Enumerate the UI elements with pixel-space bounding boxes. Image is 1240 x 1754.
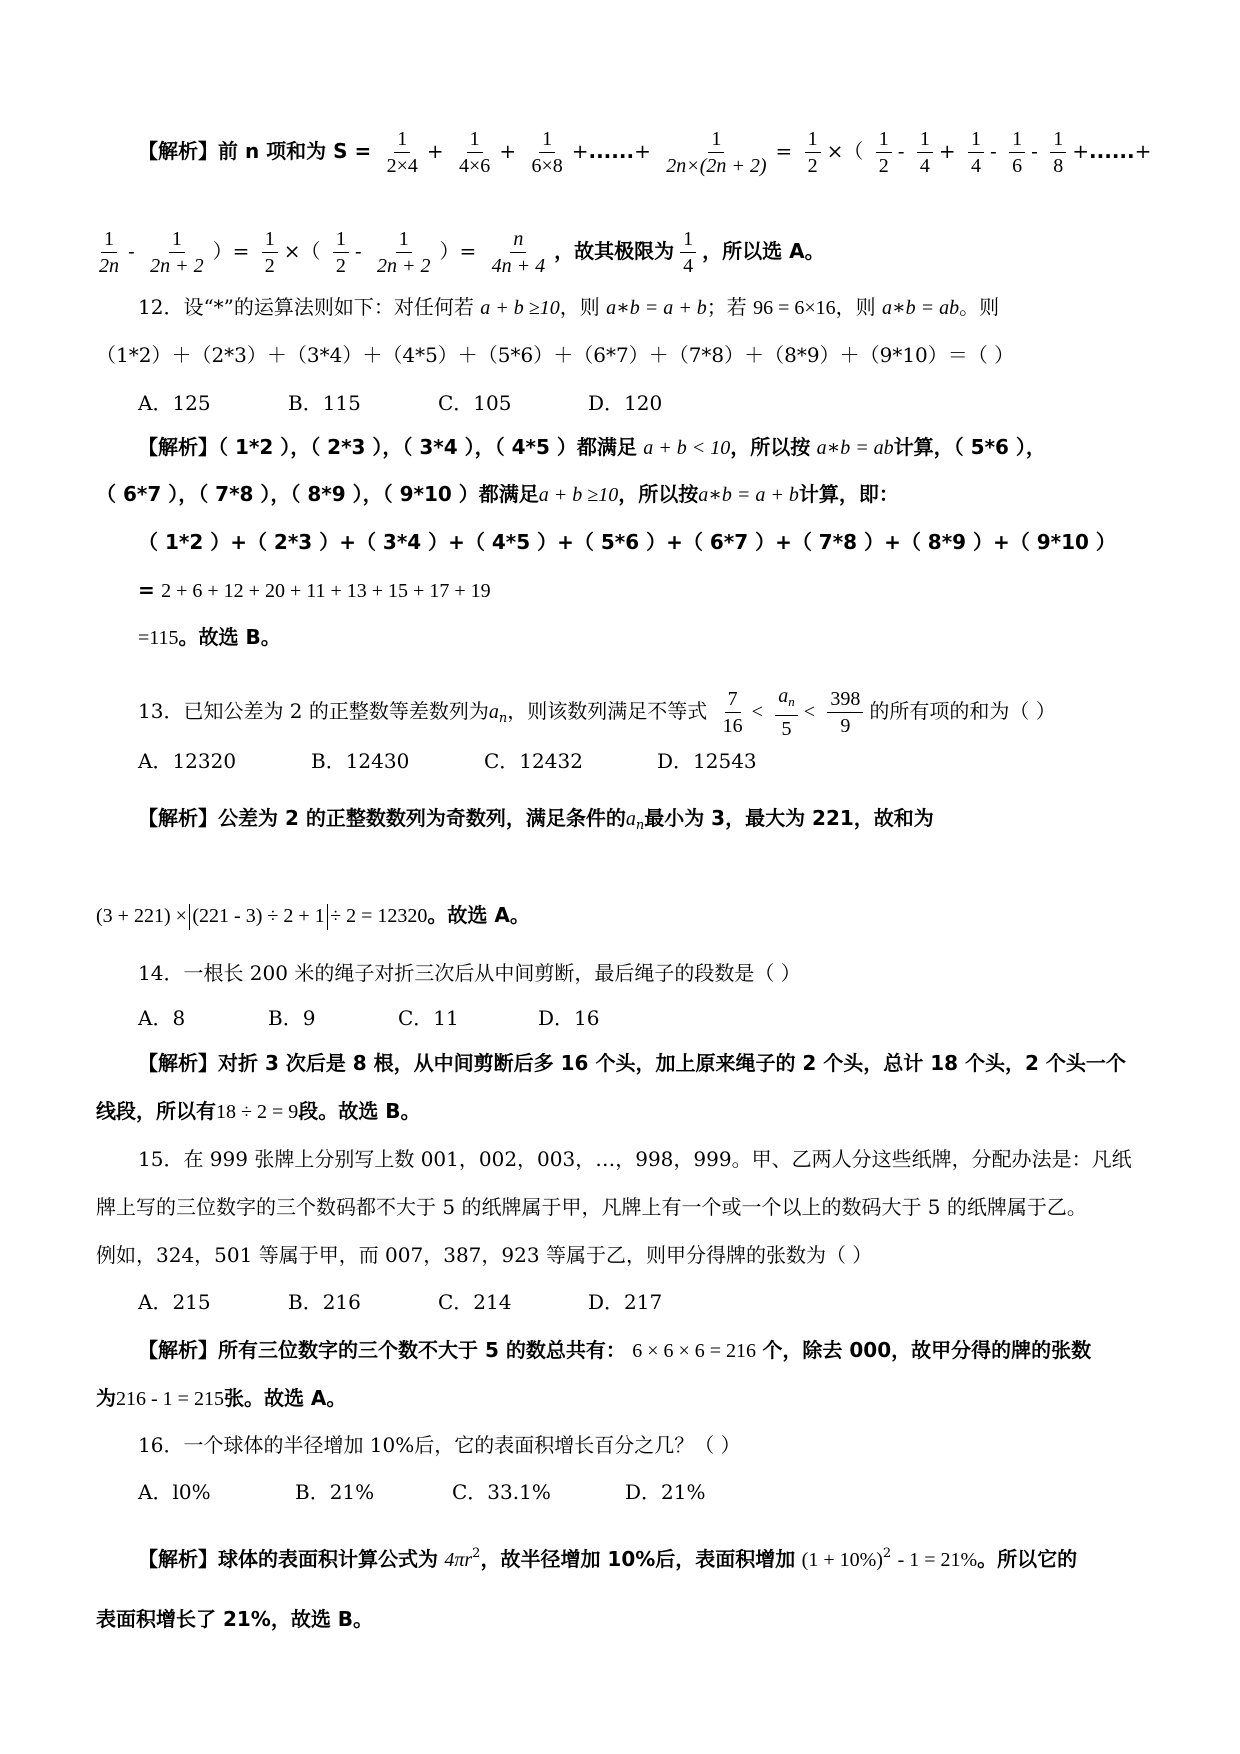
fraction: $\frac{1}{6\times 8}$ bbox=[531, 128, 563, 177]
fraction: $\frac{1}{2n + 2}$ bbox=[150, 228, 204, 277]
q15-stem-line-2: 牌上写的三位数字的三个数码都不大于 5 的纸牌属于甲，凡牌上有一个或一个以上的数码大于 5 的纸牌属于乙。 bbox=[96, 1195, 1087, 1219]
option-a: A．l0% bbox=[138, 1480, 211, 1504]
option-d: D．12543 bbox=[657, 749, 757, 773]
solution-tag: 【解析】 bbox=[138, 806, 218, 830]
q11-solution-line-2: $\frac{1}{2n}$ - $\frac{1}{2n + 2}$ ）= $\frac{1}{2}$ ×（ $\frac{1}{2}$ - $\frac{1}{2n + 2}$ ）= $\frac{n}{4n + 4}$ ，故其极限为 $\frac{1}{4}$ ，所以选 A。 bbox=[96, 226, 825, 279]
q16-solution-line-1: 【解析】球体的表面积计算公式为 $4\pi r^2$，故半径增加 10%后，表面积增加 $(1 + 10\%)^2 - 1 = 21\%$。所以它的 bbox=[138, 1546, 1078, 1571]
fraction: $\frac{a_n}{5}$ bbox=[775, 683, 798, 742]
q13-stem: 13．已知公差为 2 的正整数等差数列为$a_n$，则该数列满足不等式 $\frac{7}{16}$ < $\frac{a_n}{5}$ < $\frac{398}{9}$ 的所有项的和为（ ） bbox=[138, 685, 1056, 740]
fraction: $\frac{1}{2n + 2}$ bbox=[377, 228, 431, 277]
q16-stem: 16．一个球体的半径增加 10%后，它的表面积增长百分之几？（ ） bbox=[138, 1433, 741, 1457]
q13-solution-line-1: 【解析】公差为 2 的正整数数列为奇数列，满足条件的$a_n$最小为 3，最大为 221，故和为 bbox=[138, 806, 934, 833]
fraction: $\frac{1}{2\times 4}$ bbox=[386, 128, 418, 177]
fraction: $\frac{1}{8}$ bbox=[1050, 126, 1066, 179]
q12-solution-line-1: 【解析】（ 1*2 ），（ 2*3 ），（ 3*4 ），（ 4*5 ）都满足 a + b < 10，所以按 a∗b = ab计算，（ 5*6 ）， bbox=[138, 435, 1046, 459]
q12-options bbox=[138, 388, 662, 418]
fraction: $\frac{1}{2}$ bbox=[262, 226, 278, 279]
option-c: C．12432 bbox=[484, 749, 583, 773]
solution-tag: 【解析】 bbox=[138, 435, 218, 459]
option-b: B．21% bbox=[295, 1480, 375, 1504]
fraction: $\frac{1}{2n\times(2n + 2)}$ bbox=[666, 128, 767, 177]
q12-stem-line-2: （1*2）＋（2*3）＋（3*4）＋（4*5）＋（5*6）＋（6*7）＋（7*8）＋（8*9）＋（9*10）＝（ ） bbox=[96, 343, 1015, 367]
option-a: A．215 bbox=[138, 1290, 211, 1314]
q13-options bbox=[138, 746, 757, 776]
q15-solution-line-2: 为216 - 1 = 215张。故选 A。 bbox=[96, 1386, 347, 1410]
q15-solution-line-1: 【解析】所有三位数字的三个数不大于 5 的数总共有： 6 × 6 × 6 = 216 个，除去 000，故甲分得的牌的张数 bbox=[138, 1338, 1092, 1362]
q14-solution-line-1: 【解析】对折 3 次后是 8 根，从中间剪断后多 16 个头，加上原来绳子的 2 个头，总计 18 个头，2 个头一个 bbox=[138, 1051, 1126, 1075]
q14-solution-line-2: 线段，所以有18 ÷ 2 = 9段。故选 B。 bbox=[96, 1099, 421, 1123]
fraction: $\frac{1}{6}$ bbox=[1009, 126, 1025, 179]
q12-stem-line-1: 12．设“*”的运算法则如下：对任何若 a + b ≥10，则 a∗b = a + b；若 96 = 6×16，则 a∗b = ab。则 bbox=[138, 295, 1000, 319]
option-a: A．125 bbox=[138, 391, 211, 415]
q11-intro: 前 n 项和为 S = bbox=[218, 139, 372, 163]
fraction: $\frac{n}{4n + 4}$ bbox=[491, 228, 546, 277]
option-d: D．21% bbox=[625, 1480, 706, 1504]
solution-tag: 【解析】 bbox=[138, 1338, 218, 1362]
option-d: D．16 bbox=[538, 1006, 600, 1030]
option-a: A．12320 bbox=[138, 749, 237, 773]
q12-solution-line-2: （ 6*7 ），（ 7*8 ），（ 8*9 ），（ 9*10 ）都满足a + b ≥10，所以按a∗b = a + b计算，即： bbox=[96, 482, 899, 506]
q16-solution-line-2: 表面积增长了 21%，故选 B。 bbox=[96, 1607, 374, 1631]
q14-options bbox=[138, 1003, 599, 1033]
fraction: $\frac{1}{2}$ bbox=[805, 126, 821, 179]
fraction: $\frac{1}{4}$ bbox=[680, 226, 696, 279]
q14-stem: 14．一根长 200 米的绳子对折三次后从中间剪断，最后绳子的段数是（ ） bbox=[138, 961, 801, 985]
q12-solution-line-4: = 2 + 6 + 12 + 20 + 11 + 13 + 15 + 17 + 19 bbox=[138, 578, 491, 602]
fraction: $\frac{7}{16}$ bbox=[722, 688, 743, 737]
q11-solution-line-1: 【解析】前 n 项和为 S = $\frac{1}{2\times 4}$ + $\frac{1}{4\times 6}$ + $\frac{1}{6\times 8}$ +......+ $\frac{1}{2n\times(2n + 2)}$ = $\frac{1}{2}$ ×（ $\frac{1}{2}$ - $\frac{1}{4}$ + $\frac{1}{4}$ - $\frac{1}{6}$ - $\frac{1}{8}$ +......+ bbox=[138, 128, 1152, 177]
option-b: B．216 bbox=[288, 1290, 361, 1314]
option-d: D．217 bbox=[588, 1290, 663, 1314]
q15-stem-line-3: 例如，324，501 等属于甲，而 007，387，923 等属于乙，则甲分得牌的张数为（ ） bbox=[96, 1243, 873, 1267]
option-c: C．33.1% bbox=[452, 1480, 551, 1504]
solution-tag: 【解析】 bbox=[138, 1547, 218, 1571]
fraction: $\frac{1}{4\times 6}$ bbox=[459, 128, 491, 177]
option-b: B．12430 bbox=[311, 749, 410, 773]
q12-solution-line-5: =115。故选 B。 bbox=[138, 625, 281, 649]
option-d: D．120 bbox=[588, 391, 663, 415]
solution-tag: 【解析】 bbox=[138, 139, 218, 163]
q12-solution-line-3: （ 1*2 ）+（ 2*3 ）+（ 3*4 ）+（ 4*5 ）+（ 5*6 ）+（ 6*7 ）+（ 7*8 ）+（ 8*9 ）+（ 9*10 ） bbox=[138, 530, 1116, 554]
solution-tag: 【解析】 bbox=[138, 1051, 218, 1075]
fraction: $\frac{1}{4}$ bbox=[968, 126, 984, 179]
option-b: B．9 bbox=[268, 1006, 316, 1030]
option-c: C．11 bbox=[398, 1006, 459, 1030]
q15-stem-line-1: 15．在 999 张牌上分别写上数 001，002，003，…，998，999。甲、乙两人分这些纸牌，分配办法是：凡纸 bbox=[138, 1147, 1132, 1171]
q16-options bbox=[138, 1477, 706, 1507]
fraction: $\frac{1}{4}$ bbox=[917, 126, 933, 179]
q15-options bbox=[138, 1287, 662, 1317]
fraction: $\frac{1}{2}$ bbox=[876, 126, 892, 179]
option-c: C．105 bbox=[438, 391, 512, 415]
option-c: C．214 bbox=[438, 1290, 512, 1314]
q13-solution-line-2: (3 + 221) × (221 - 3) ÷ 2 + 1 ÷ 2 = 12320。故选 A。 bbox=[96, 900, 530, 931]
fraction: $\frac{1}{2}$ bbox=[333, 226, 349, 279]
option-a: A．8 bbox=[138, 1006, 186, 1030]
fraction: $\frac{1}{2n}$ bbox=[99, 228, 119, 277]
fraction: $\frac{398}{9}$ bbox=[827, 686, 863, 739]
option-b: B．115 bbox=[288, 391, 361, 415]
